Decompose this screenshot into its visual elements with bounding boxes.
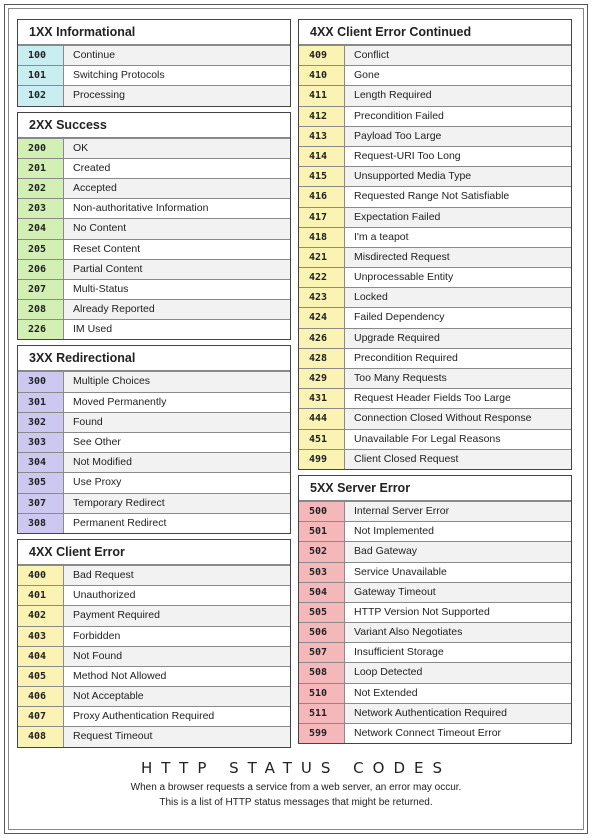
status-code: 305: [18, 473, 64, 492]
status-code: 202: [18, 179, 64, 198]
status-code: 431: [299, 389, 345, 408]
status-row: [18, 646, 290, 666]
status-code: 444: [299, 409, 345, 428]
status-code: 508: [299, 663, 345, 682]
status-row: [299, 388, 571, 408]
status-code: 403: [18, 627, 64, 646]
status-code: 201: [18, 159, 64, 178]
status-code: 404: [18, 647, 64, 666]
status-code: 206: [18, 260, 64, 279]
status-message: Forbidden: [73, 629, 121, 642]
status-code: 205: [18, 240, 64, 259]
status-code: 401: [18, 586, 64, 605]
section-title: 3XX Redirectional: [18, 346, 290, 371]
status-code: 428: [299, 349, 345, 368]
status-message: Bad Request: [64, 566, 290, 585]
status-message: Requested Range Not Satisfiable: [354, 190, 510, 203]
footer-description-line-1: When a browser requests a service from a web server, an error may occur.: [130, 782, 462, 793]
status-message: Too Many Requests: [345, 369, 571, 388]
status-row: [299, 501, 571, 521]
status-code: 507: [299, 643, 345, 662]
status-message: Service Unavailable: [354, 565, 447, 578]
section-title: 1XX Informational: [18, 20, 290, 45]
status-code: 499: [299, 450, 345, 469]
status-code: 406: [18, 687, 64, 706]
section-title: 2XX Success: [18, 113, 290, 138]
status-message: Conflict: [345, 46, 571, 65]
status-message: OK: [64, 139, 290, 158]
status-message: Not Found: [64, 647, 290, 666]
status-code: 400: [18, 566, 64, 585]
status-message: Network Connect Timeout Error: [354, 727, 502, 739]
status-message: Locked: [345, 288, 571, 307]
status-code: 502: [299, 542, 345, 561]
right-column: [298, 19, 572, 749]
status-row: [18, 565, 290, 585]
footer-description-line-2: This is a list of HTTP status messages that might be returned.: [159, 797, 433, 808]
section-s1xx: [17, 19, 291, 107]
status-code: 100: [18, 46, 64, 65]
status-row: [299, 723, 571, 743]
status-row: [18, 319, 290, 339]
status-row: [18, 158, 290, 178]
status-row: [299, 106, 571, 126]
status-row: [299, 683, 571, 703]
status-code: 412: [299, 107, 345, 126]
status-row: [18, 432, 290, 452]
status-row: [18, 626, 290, 646]
status-code: 510: [299, 684, 345, 703]
status-message: Request Timeout: [64, 727, 290, 746]
status-row: [299, 85, 571, 105]
status-message: Payload Too Large: [345, 127, 571, 146]
status-row: [18, 65, 290, 85]
status-code: 308: [18, 514, 64, 533]
status-row: [299, 126, 571, 146]
status-message: Precondition Failed: [354, 109, 444, 122]
status-row: [18, 178, 290, 198]
status-code: 415: [299, 167, 345, 186]
status-row: [299, 207, 571, 227]
status-code: 423: [299, 288, 345, 307]
section-s4xx-cont: [298, 19, 572, 470]
status-row: [299, 429, 571, 449]
section-s3xx: [17, 345, 291, 534]
status-row: [299, 348, 571, 368]
status-row: [18, 686, 290, 706]
status-code: 424: [299, 308, 345, 327]
status-code: 511: [299, 704, 345, 723]
section-title: 4XX Client Error Continued: [299, 20, 571, 45]
status-code: 426: [299, 329, 345, 348]
status-row: [18, 85, 290, 105]
status-message: Use Proxy: [73, 476, 122, 489]
status-message: Found: [64, 413, 290, 432]
status-row: [18, 452, 290, 472]
status-message: Moved Permanently: [73, 395, 167, 408]
status-code: 207: [18, 280, 64, 299]
section-s5xx: [298, 475, 572, 744]
status-code: 506: [299, 623, 345, 642]
status-message: Failed Dependency: [354, 311, 445, 324]
status-message: HTTP Version Not Supported: [354, 605, 490, 618]
status-code: 300: [18, 372, 64, 391]
status-row: [299, 703, 571, 723]
status-code: 101: [18, 66, 64, 85]
status-message: I'm a teapot: [354, 230, 409, 243]
status-row: [299, 227, 571, 247]
status-code: 422: [299, 268, 345, 287]
status-message: Precondition Required: [354, 351, 458, 364]
status-message: Not Acceptable: [64, 687, 290, 706]
status-code: 416: [299, 187, 345, 206]
status-message: Unsupported Media Type: [345, 167, 571, 186]
status-code: 405: [18, 667, 64, 686]
status-row: [299, 368, 571, 388]
status-message: Accepted: [64, 179, 290, 198]
status-code: 226: [18, 320, 64, 339]
status-message: Length Required: [345, 86, 571, 105]
status-message: Not Extended: [354, 686, 418, 699]
status-message: Partial Content: [64, 260, 290, 279]
status-row: [18, 472, 290, 492]
status-row: [299, 65, 571, 85]
status-row: [299, 541, 571, 561]
status-message: Misdirected Request: [345, 248, 571, 267]
status-code: 505: [299, 603, 345, 622]
status-code: 301: [18, 393, 64, 412]
status-message: Bad Gateway: [345, 542, 571, 561]
status-row: [299, 307, 571, 327]
status-code: 414: [299, 147, 345, 166]
status-code: 203: [18, 199, 64, 218]
status-row: [18, 706, 290, 726]
status-code: 304: [18, 453, 64, 472]
section-title: 4XX Client Error: [18, 540, 290, 565]
status-message: Insufficient Storage: [354, 646, 444, 659]
status-message: See Other: [73, 436, 121, 448]
status-code: 503: [299, 563, 345, 582]
status-code: 501: [299, 522, 345, 541]
status-row: [18, 666, 290, 686]
status-code: 504: [299, 583, 345, 602]
status-row: [299, 662, 571, 682]
status-code: 418: [299, 228, 345, 247]
status-message: Internal Server Error: [345, 502, 571, 521]
status-row: [18, 138, 290, 158]
status-message: Request Header Fields Too Large: [354, 392, 511, 405]
status-message: Temporary Redirect: [64, 494, 290, 513]
footer-title: HTTP STATUS CODES: [140, 759, 452, 777]
status-row: [18, 198, 290, 218]
section-s2xx: [17, 112, 291, 341]
status-row: [18, 493, 290, 513]
status-code: 307: [18, 494, 64, 513]
status-row: [299, 521, 571, 541]
status-row: [299, 602, 571, 622]
status-code: 303: [18, 433, 64, 452]
status-row: [18, 513, 290, 533]
status-row: [18, 45, 290, 65]
status-message: Method Not Allowed: [73, 669, 167, 682]
status-code: 102: [18, 86, 64, 105]
status-row: [18, 218, 290, 238]
status-row: [299, 45, 571, 65]
status-row: [18, 726, 290, 746]
status-message: Request-URI Too Long: [354, 149, 461, 162]
status-code: 429: [299, 369, 345, 388]
status-message: Network Authentication Required: [345, 704, 571, 723]
status-row: [299, 582, 571, 602]
status-message: Unprocessable Entity: [354, 271, 454, 284]
status-code: 204: [18, 219, 64, 238]
status-row: [18, 239, 290, 259]
status-row: [18, 371, 290, 391]
status-code: 407: [18, 707, 64, 726]
status-code: 451: [299, 430, 345, 449]
status-message: Payment Required: [64, 606, 290, 625]
status-row: [18, 585, 290, 605]
status-row: [18, 392, 290, 412]
status-row: [18, 299, 290, 319]
status-message: Continue: [64, 46, 290, 65]
status-row: [299, 166, 571, 186]
status-message: Permanent Redirect: [73, 516, 167, 529]
status-row: [299, 562, 571, 582]
status-message: Unauthorized: [73, 589, 136, 602]
section-title: 5XX Server Error: [299, 476, 571, 501]
status-message: IM Used: [73, 323, 113, 336]
status-row: [18, 605, 290, 625]
status-message: No Content: [64, 219, 290, 238]
status-code: 408: [18, 727, 64, 746]
status-row: [299, 328, 571, 348]
status-row: [18, 412, 290, 432]
status-code: 421: [299, 248, 345, 267]
status-message: Multi-Status: [73, 282, 129, 295]
status-row: [299, 267, 571, 287]
status-row: [299, 449, 571, 469]
status-message: Upgrade Required: [345, 329, 571, 348]
status-code: 500: [299, 502, 345, 521]
status-message: Client Closed Request: [345, 450, 571, 469]
status-message: Gateway Timeout: [345, 583, 571, 602]
status-row: [299, 287, 571, 307]
status-row: [299, 622, 571, 642]
status-message: Loop Detected: [345, 663, 571, 682]
section-s4xx: [17, 539, 291, 748]
status-code: 599: [299, 724, 345, 743]
status-code: 411: [299, 86, 345, 105]
status-message: Already Reported: [64, 300, 290, 319]
left-column: [17, 19, 291, 753]
status-message: Not Implemented: [354, 525, 434, 538]
status-code: 417: [299, 208, 345, 227]
status-message: Processing: [64, 86, 290, 105]
status-message: Multiple Choices: [64, 372, 290, 391]
status-code: 402: [18, 606, 64, 625]
status-message: Gone: [354, 69, 380, 82]
status-code: 200: [18, 139, 64, 158]
status-row: [299, 247, 571, 267]
status-code: 410: [299, 66, 345, 85]
status-row: [299, 642, 571, 662]
status-message: Non-authoritative Information: [73, 202, 209, 215]
status-message: Proxy Authentication Required: [73, 710, 215, 723]
status-message: Expectation Failed: [345, 208, 571, 227]
status-row: [299, 408, 571, 428]
status-message: Connection Closed Without Response: [345, 409, 571, 428]
status-code: 208: [18, 300, 64, 319]
status-row: [18, 259, 290, 279]
status-row: [299, 186, 571, 206]
status-message: Not Modified: [64, 453, 290, 472]
status-code: 409: [299, 46, 345, 65]
status-row: [18, 279, 290, 299]
status-message: Switching Protocols: [73, 69, 165, 82]
status-row: [299, 146, 571, 166]
status-message: Variant Also Negotiates: [345, 623, 571, 642]
status-message: Unavailable For Legal Reasons: [354, 432, 501, 445]
status-message: Reset Content: [73, 242, 141, 255]
status-code: 302: [18, 413, 64, 432]
status-code: 413: [299, 127, 345, 146]
status-message: Created: [73, 161, 111, 174]
